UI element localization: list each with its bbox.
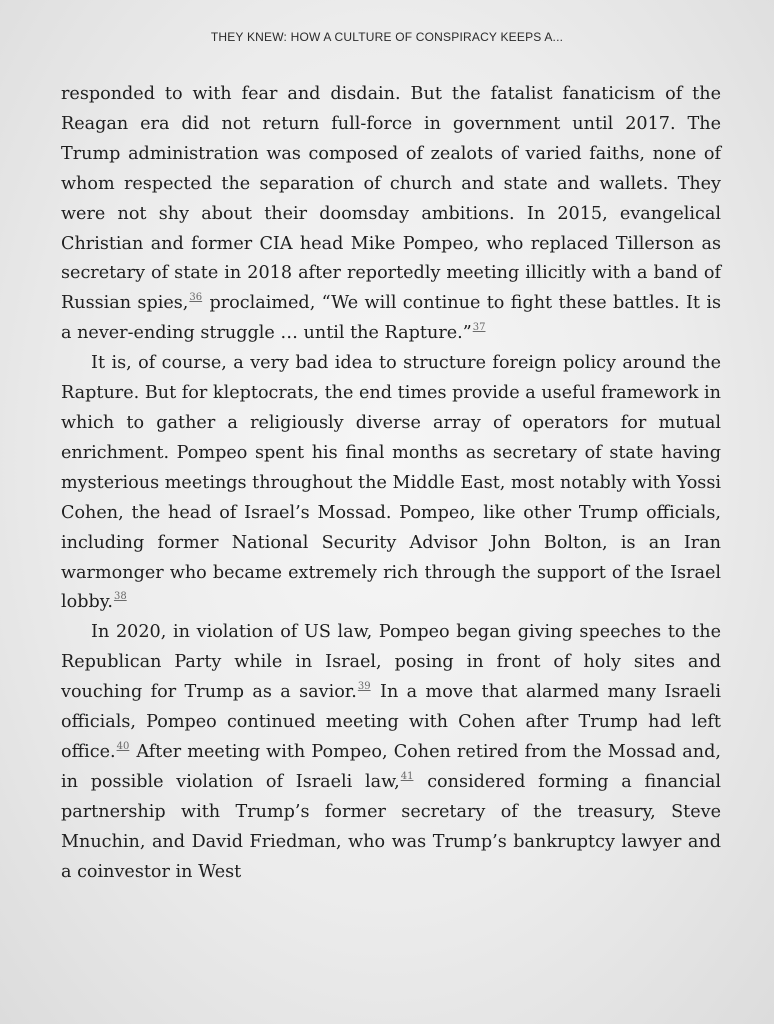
footnote-link[interactable]: 39 (357, 681, 371, 693)
footnote-link[interactable]: 40 (116, 740, 130, 752)
text-segment: proclaimed, “We will continue to fight these battles. It is a never-ending struggle … until the Rapture.” (61, 293, 721, 344)
text-segment: In 2020, in violation of US law, Pompeo began giving speeches to the Republican Party while in Israel, posing in front of holy sites and vouching for Trump as a savior. (61, 622, 721, 703)
footnote-link[interactable]: 38 (113, 591, 127, 603)
text-segment: It is, of course, a very bad idea to structure foreign policy around the Rapture. But for kleptocrats, the end times provide a useful framework in which to gather a religiously diverse array of operators for mutual enrichment. Pompeo spent his final months as secretary of state having mysterious meetings throughout the Middle East, most notably with Yossi Cohen, the head of Israel’s Mossad. Pompeo, like other Trump officials, including former National Security Advisor John Bolton, is an Iran warmonger who became extremely rich through the support of the Israel lobby. (61, 353, 721, 613)
paragraph (61, 80, 721, 349)
paragraph (61, 618, 721, 887)
body-text (61, 80, 721, 887)
footnote-link[interactable]: 41 (400, 770, 414, 782)
paragraph (61, 349, 721, 618)
running-head-title: THEY KNEW: HOW A CULTURE OF CONSPIRACY KEEPS A... (210, 30, 564, 44)
text-segment: considered forming a financial partnership with Trump’s former secretary of the treasury, Steve Mnuchin, and David Friedman, who was Trump’s bankruptcy lawyer and a coinvestor in West (61, 771, 721, 882)
text-segment: After meeting with Pompeo, Cohen retired from the Mossad and, in possible violation of Israeli law, (61, 741, 721, 792)
text-segment: responded to with fear and disdain. But the fatalist fanaticism of the Reagan era did not return full-force in government until 2017. The Trump administration was composed of zealots of varied faiths, none of whom respected the separation of church and state and wallets. They were not shy about their doomsday ambitions. In 2015, evangelical Christian and former CIA head Mike Pompeo, who replaced Tillerson as secretary of state in 2018 after reportedly meeting illicitly with a band of Russian spies, (61, 84, 721, 314)
footnote-link[interactable]: 37 (472, 322, 486, 334)
text-segment: In a move that alarmed many Israeli officials, Pompeo continued meeting with Cohen after Trump had left office. (61, 682, 721, 762)
footnote-link[interactable]: 36 (189, 292, 203, 304)
